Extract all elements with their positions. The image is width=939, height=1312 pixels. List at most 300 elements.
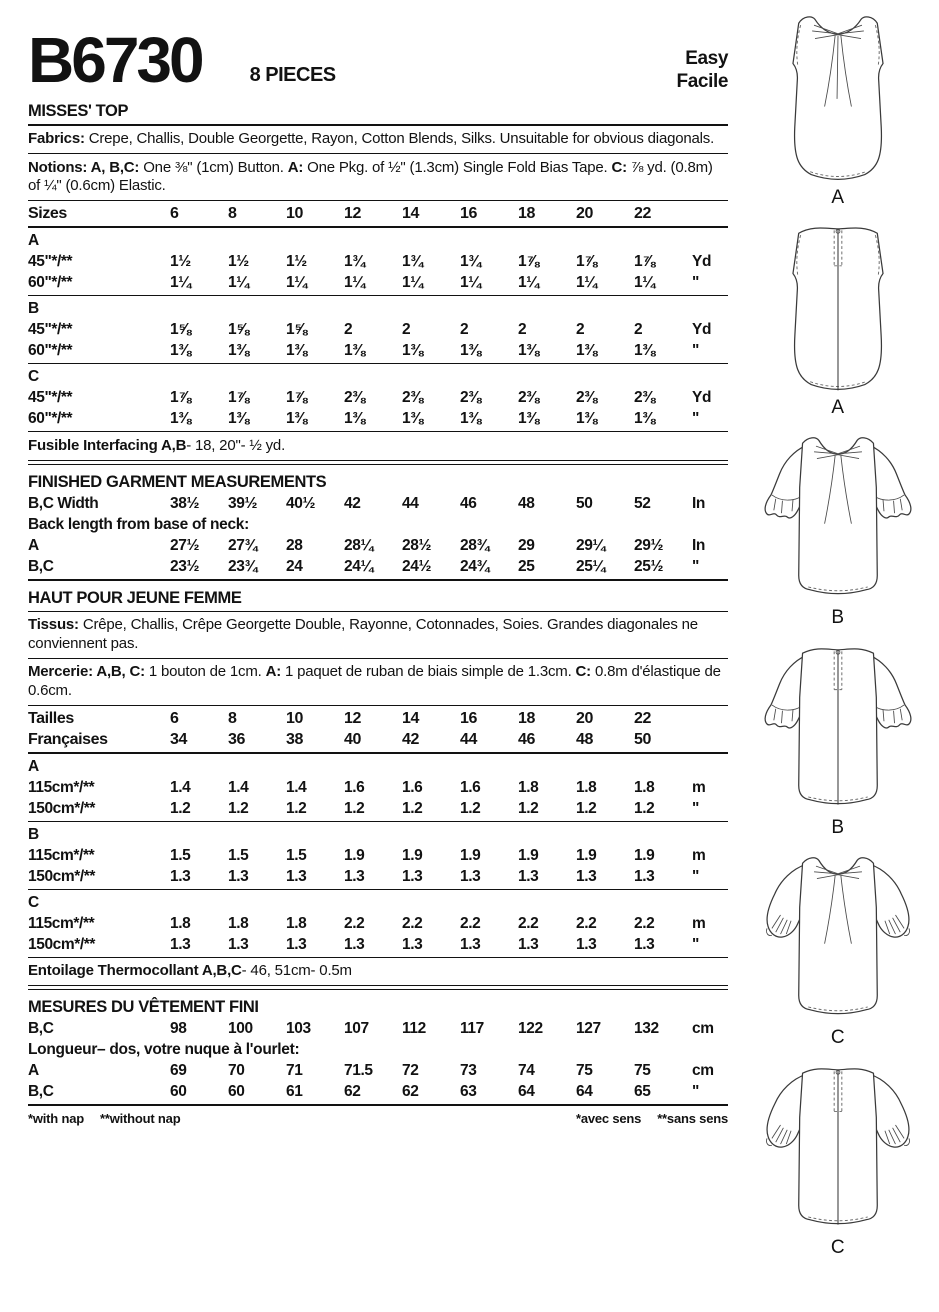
value-cell: 61 — [286, 1083, 303, 1101]
value-cell: 24½ — [402, 557, 431, 575]
text-plain: - 46, 51cm- 0.5m — [241, 962, 352, 980]
measurement-row — [28, 556, 728, 577]
mesures-width-row — [28, 1018, 728, 1039]
value-cell: 23¾ — [228, 557, 257, 575]
text-plain: Crepe, Challis, Double Georgette, Rayon, Cotton Blends, Silks. Unsuitable for obvious diagonals. — [88, 130, 715, 148]
divider — [28, 1104, 728, 1106]
value-cell: 1⅜ — [170, 410, 191, 428]
value-cell: 44 — [402, 494, 419, 512]
value-cell: 8 — [228, 205, 237, 223]
value-cell: 1.9 — [344, 846, 365, 864]
value-cell: 1.3 — [634, 867, 655, 885]
value-cell: 1.6 — [460, 778, 481, 796]
value-cell: 1⅜ — [286, 410, 307, 428]
value-cell: 122 — [518, 1020, 543, 1038]
value-cell: 63 — [460, 1083, 477, 1101]
text-strong: Fusible Interfacing A,B — [28, 436, 187, 454]
value-cell: 75 — [634, 1062, 651, 1080]
value-cell: 1.8 — [634, 778, 655, 796]
value-cell: 1.5 — [286, 846, 307, 864]
text-strong: Tissus: — [28, 616, 83, 634]
value-cell: 1.9 — [518, 846, 539, 864]
unit-cell: " — [692, 274, 699, 292]
value-cell: 24¼ — [344, 557, 373, 575]
text-plain: Crêpe, Challis, Crêpe Georgette Double, Rayonne, Cotonnades, Soies. Grandes diagonales ne conviennent pas. — [28, 616, 698, 652]
finished-measurements-heading: FINISHED GARMENT MEASUREMENTS — [28, 472, 327, 491]
sleeveless-top-front-drawing — [745, 6, 931, 188]
yardage-row — [28, 319, 728, 340]
title-french: HAUT POUR JEUNE FEMME — [28, 588, 242, 607]
unit-cell — [692, 729, 728, 750]
value-cell: 1⅞ — [286, 389, 307, 407]
value-cell: 1⅝ — [170, 321, 191, 339]
value-cell: 27½ — [170, 536, 199, 554]
value-cell: 64 — [518, 1083, 535, 1101]
value-cell: 23½ — [170, 557, 199, 575]
view-label: A — [831, 187, 845, 208]
entoilage-line — [28, 960, 728, 984]
value-cell: 1.8 — [170, 914, 191, 932]
value-cell: 74 — [518, 1062, 535, 1080]
mercerie-line — [28, 661, 728, 703]
value-cell: 40 — [344, 730, 361, 748]
value-cell: 132 — [634, 1020, 659, 1038]
unit-cell: In — [692, 536, 705, 554]
value-cell: 1⅜ — [518, 342, 539, 360]
flutter-sleeve-top-front-drawing — [745, 426, 931, 608]
value-cell: 42 — [344, 494, 361, 512]
value-cell: 1⅜ — [634, 342, 655, 360]
value-cell: 27¾ — [228, 536, 257, 554]
text-strong: C: — [611, 158, 631, 176]
unit-cell: " — [692, 342, 699, 360]
text-plain: 1 bouton de 1cm. — [148, 663, 266, 681]
value-cell: 2 — [460, 321, 469, 339]
value-cell: 12 — [344, 709, 361, 727]
text-strong: Entoilage Thermocollant A,B,C — [28, 962, 242, 980]
yardage-row — [28, 777, 728, 798]
value-cell: 1.3 — [344, 867, 365, 885]
value-cell: 28¼ — [344, 536, 373, 554]
value-cell: 24 — [286, 557, 303, 575]
view-label: B — [831, 607, 845, 628]
value-cell: 2⅜ — [634, 389, 655, 407]
view-letter: B — [28, 825, 39, 843]
value-cell: 1½ — [228, 253, 249, 271]
value-cell: 29 — [518, 536, 535, 554]
value-cell: 1⅝ — [228, 321, 249, 339]
view-letter-row — [28, 298, 728, 319]
pattern-number: B6730 — [28, 24, 202, 96]
value-cell: 70 — [228, 1062, 245, 1080]
unit-cell: " — [692, 410, 699, 428]
text-plain: ⅞ yd. (0.8m) of ¼" (0.6cm) Elastic. — [28, 158, 713, 195]
text-plain: One Pkg. of ½" (1.3cm) Single Fold Bias Tape. — [307, 158, 612, 176]
value-cell: 22 — [634, 205, 651, 223]
value-cell: 1.3 — [634, 935, 655, 953]
view-letter-row — [28, 756, 728, 777]
view-letter: C — [28, 368, 39, 386]
divider — [28, 431, 728, 432]
yardage-row — [28, 387, 728, 408]
yardage-row — [28, 340, 728, 361]
value-cell: 1.3 — [460, 867, 481, 885]
longueur-rows — [28, 1060, 728, 1102]
value-cell: 100 — [228, 1020, 253, 1038]
text-strong: A: — [265, 663, 285, 681]
yardage-row — [28, 272, 728, 293]
notions-line — [28, 156, 728, 198]
value-cell: 98 — [170, 1020, 187, 1038]
value-cell: 46 — [460, 494, 477, 512]
value-cell: 1¼ — [170, 274, 191, 292]
illustration-view-b-back — [745, 636, 931, 840]
value-cell: 1⅝ — [286, 321, 307, 339]
value-cell: 2.2 — [460, 914, 481, 932]
value-cell: 1¼ — [402, 274, 423, 292]
value-cell: 1.9 — [460, 846, 481, 864]
divider — [28, 295, 728, 296]
value-cell: 1¾ — [344, 253, 365, 271]
view-letter-row — [28, 366, 728, 387]
value-cell: 1⅜ — [576, 410, 597, 428]
value-cell: 1.2 — [518, 799, 539, 817]
value-cell: 1⅜ — [460, 410, 481, 428]
value-cell: 1.4 — [228, 778, 249, 796]
pieces-count: 8 PIECES — [249, 64, 336, 86]
value-cell: 39½ — [228, 494, 257, 512]
unit-cell: " — [692, 867, 699, 885]
view-letter-row — [28, 824, 728, 845]
interfacing-line — [28, 434, 728, 458]
divider — [28, 226, 728, 228]
value-cell: 1.3 — [518, 935, 539, 953]
value-cell: 28¾ — [460, 536, 489, 554]
value-cell: 1¼ — [518, 274, 539, 292]
illustration-view-c-back — [745, 1056, 931, 1260]
divider — [28, 153, 728, 154]
value-cell: 25 — [518, 557, 535, 575]
unit-cell: " — [692, 935, 699, 953]
value-cell: 38½ — [170, 494, 199, 512]
value-cell: 1.9 — [402, 846, 423, 864]
mesures-heading: MESURES DU VÊTEMENT FINI — [28, 998, 259, 1017]
title-english: MISSES' TOP — [28, 101, 129, 120]
value-cell: 1⅞ — [170, 389, 191, 407]
value-cell: 1¼ — [228, 274, 249, 292]
measurement-row — [28, 535, 728, 556]
unit-cell: m — [692, 914, 706, 932]
value-cell: 1⅜ — [344, 342, 365, 360]
value-cell: 1.4 — [170, 778, 191, 796]
value-cell: 1⅜ — [228, 410, 249, 428]
value-cell: 6 — [170, 205, 179, 223]
text-plain: - 18, 20"- ½ yd. — [186, 436, 286, 454]
value-cell: 71 — [286, 1062, 303, 1080]
puff-sleeve-top-front-drawing — [745, 846, 931, 1028]
value-cell: 2 — [344, 321, 353, 339]
value-cell: 25¼ — [576, 557, 605, 575]
value-cell: 1.3 — [576, 935, 597, 953]
value-cell: 1.9 — [576, 846, 597, 864]
value-cell: 18 — [518, 205, 535, 223]
value-cell: 1.8 — [286, 914, 307, 932]
unit-cell: cm — [692, 1020, 714, 1038]
difficulty-en: Easy — [685, 48, 728, 69]
yardage-table-imperial — [28, 230, 728, 432]
value-cell: 2⅜ — [344, 389, 365, 407]
yardage-row — [28, 251, 728, 272]
tailles-header-row — [28, 708, 728, 729]
view-letter-row — [28, 892, 728, 913]
value-cell: 69 — [170, 1062, 187, 1080]
value-cell: 2 — [518, 321, 527, 339]
finished-width-row — [28, 493, 728, 514]
yardage-row — [28, 798, 728, 819]
value-cell: 1.8 — [518, 778, 539, 796]
row-label: Sizes — [28, 205, 67, 223]
unit-cell: In — [692, 494, 705, 512]
value-cell: 1.2 — [576, 799, 597, 817]
value-cell: 117 — [460, 1020, 484, 1038]
value-cell: 112 — [402, 1020, 426, 1038]
value-cell: 1¼ — [344, 274, 365, 292]
divider — [28, 611, 728, 612]
footnotes — [28, 1111, 728, 1126]
value-cell: 1.2 — [634, 799, 655, 817]
divider — [28, 579, 728, 581]
row-label: 45"*/** — [28, 253, 73, 271]
value-cell: 2 — [402, 321, 411, 339]
value-cell: 1⅞ — [576, 253, 597, 271]
footnote-without-nap: **without nap — [99, 1111, 181, 1127]
row-label: 60"*/** — [28, 274, 73, 292]
value-cell: 42 — [402, 730, 419, 748]
unit-cell: cm — [692, 1062, 714, 1080]
value-cell: 2⅜ — [460, 389, 481, 407]
masthead — [28, 24, 728, 96]
value-cell: 1⅜ — [344, 410, 365, 428]
value-cell: 1.2 — [170, 799, 191, 817]
value-cell: 22 — [634, 709, 651, 727]
sleeveless-top-back-drawing — [745, 216, 931, 398]
value-cell: 28½ — [402, 536, 431, 554]
value-cell: 1.4 — [286, 778, 307, 796]
value-cell: 103 — [286, 1020, 311, 1038]
difficulty-rating — [677, 48, 728, 94]
value-cell: 1⅜ — [286, 342, 307, 360]
value-cell: 1⅞ — [228, 389, 249, 407]
value-cell: 1.3 — [228, 935, 249, 953]
garment-illustrations — [745, 6, 931, 1266]
value-cell: 1.2 — [402, 799, 423, 817]
unit-cell: Yd — [692, 253, 712, 271]
value-cell: 2⅜ — [402, 389, 423, 407]
unit-cell: Yd — [692, 389, 712, 407]
value-cell: 1¼ — [286, 274, 307, 292]
unit-cell: " — [692, 1083, 699, 1101]
value-cell: 29½ — [634, 536, 663, 554]
row-label: B,C — [28, 557, 54, 575]
longueur-heading: Longueur– dos, votre nuque à l'ourlet: — [28, 1041, 300, 1059]
view-letter: C — [28, 893, 39, 911]
footnote-sans-sens: **sans sens — [657, 1111, 728, 1127]
row-label: 115cm*/** — [28, 914, 95, 932]
divider-double — [28, 985, 728, 990]
value-cell: 44 — [460, 730, 477, 748]
value-cell: 28 — [286, 536, 303, 554]
value-cell: 1½ — [286, 253, 307, 271]
value-cell: 14 — [402, 709, 419, 727]
value-cell: 25½ — [634, 557, 663, 575]
text-strong: Notions: A, B,C: — [28, 158, 144, 176]
value-cell: 65 — [634, 1083, 651, 1101]
value-cell: 60 — [228, 1083, 245, 1101]
value-cell: 1.2 — [228, 799, 249, 817]
value-cell: 127 — [576, 1020, 601, 1038]
divider — [28, 889, 728, 890]
view-letter: A — [28, 757, 39, 775]
back-length-heading: Back length from base of neck: — [28, 515, 249, 533]
row-label: 60"*/** — [28, 342, 73, 360]
value-cell: 2.2 — [576, 914, 597, 932]
value-cell: 6 — [170, 709, 179, 727]
value-cell: 1.3 — [286, 935, 307, 953]
value-cell: 62 — [402, 1083, 419, 1101]
divider — [28, 957, 728, 958]
view-letter: A — [28, 232, 39, 250]
yardage-row — [28, 934, 728, 955]
value-cell: 1¾ — [402, 253, 423, 271]
view-label: A — [831, 397, 845, 418]
value-cell: 20 — [576, 709, 593, 727]
view-label: C — [830, 1027, 846, 1048]
value-cell: 34 — [170, 730, 187, 748]
value-cell: 60 — [170, 1083, 187, 1101]
yardage-row — [28, 913, 728, 934]
value-cell: 1⅜ — [228, 342, 249, 360]
value-cell: 2 — [634, 321, 643, 339]
value-cell: 10 — [286, 205, 303, 223]
value-cell: 1⅞ — [518, 253, 539, 271]
tissus-line — [28, 614, 728, 656]
view-label: C — [830, 1237, 846, 1258]
value-cell: 50 — [634, 730, 651, 748]
divider-double — [28, 460, 728, 465]
value-cell: 2⅜ — [518, 389, 539, 407]
illustration-view-a-front — [745, 6, 931, 210]
value-cell: 1.3 — [518, 867, 539, 885]
footnote-avec-sens: *avec sens — [575, 1111, 642, 1127]
value-cell: 52 — [634, 494, 651, 512]
value-cell: 50 — [576, 494, 593, 512]
row-label: B,C — [28, 1020, 54, 1038]
value-cell: 2.2 — [634, 914, 655, 932]
value-cell: 1.2 — [460, 799, 481, 817]
divider — [28, 752, 728, 754]
value-cell: 38 — [286, 730, 303, 748]
value-cell: 29¼ — [576, 536, 605, 554]
back-length-rows — [28, 535, 728, 577]
yardage-row — [28, 866, 728, 887]
value-cell: 1.3 — [576, 867, 597, 885]
unit-cell: Yd — [692, 321, 712, 339]
row-label: 60"*/** — [28, 410, 73, 428]
value-cell: 36 — [228, 730, 245, 748]
value-cell: 73 — [460, 1062, 477, 1080]
text-plain: 0.8m d'élastique de 0.6cm. — [28, 663, 721, 699]
value-cell: 10 — [286, 709, 303, 727]
value-cell: 16 — [460, 709, 477, 727]
text-strong: Mercerie: A,B, C: — [28, 663, 149, 681]
value-cell: 1.3 — [286, 867, 307, 885]
value-cell: 75 — [576, 1062, 593, 1080]
value-cell: 1.3 — [170, 935, 191, 953]
row-label: 150cm*/** — [28, 867, 96, 885]
text-plain: 1 paquet de ruban de biais simple de 1.3cm. — [284, 663, 576, 681]
value-cell: 2⅜ — [576, 389, 597, 407]
illustration-view-c-front — [745, 846, 931, 1050]
value-cell: 2.2 — [518, 914, 539, 932]
row-label: B,C — [28, 1083, 54, 1101]
text-strong: Fabrics: — [28, 130, 89, 148]
value-cell: 1.5 — [228, 846, 249, 864]
value-cell: 8 — [228, 709, 237, 727]
row-label: A — [28, 1062, 39, 1080]
value-cell: 1.6 — [402, 778, 423, 796]
footnote-with-nap: *with nap — [28, 1111, 84, 1127]
value-cell: 46 — [518, 730, 535, 748]
divider — [28, 200, 728, 201]
value-cell: 72 — [402, 1062, 419, 1080]
row-label: 45"*/** — [28, 389, 73, 407]
divider — [28, 124, 728, 126]
row-label: 150cm*/** — [28, 935, 96, 953]
value-cell: 1.8 — [576, 778, 597, 796]
difficulty-fr: Facile — [676, 70, 728, 92]
row-label: 150cm*/** — [28, 799, 96, 817]
value-cell: 1.6 — [344, 778, 365, 796]
unit-cell: " — [692, 799, 699, 817]
francaises-row — [28, 729, 728, 750]
row-label: Tailles — [28, 709, 74, 727]
divider — [28, 821, 728, 822]
value-cell: 1.2 — [286, 799, 307, 817]
divider — [28, 658, 728, 659]
value-cell: 1¼ — [460, 274, 481, 292]
value-cell: 48 — [576, 730, 593, 748]
row-label: 115cm*/** — [28, 778, 95, 796]
value-cell: 1⅞ — [634, 253, 655, 271]
text-strong: A: — [287, 158, 308, 176]
value-cell: 1.3 — [228, 867, 249, 885]
value-cell: 2 — [576, 321, 585, 339]
value-cell: 1⅜ — [170, 342, 191, 360]
unit-cell: m — [692, 778, 706, 796]
value-cell: 1⅜ — [402, 342, 423, 360]
value-cell: 24¾ — [460, 557, 489, 575]
value-cell: 1⅜ — [634, 410, 655, 428]
value-cell: 71.5 — [344, 1062, 373, 1080]
unit-cell — [692, 203, 728, 224]
divider — [28, 363, 728, 364]
yardage-row — [28, 408, 728, 429]
unit-cell — [692, 708, 728, 729]
row-label: 115cm*/** — [28, 846, 95, 864]
text-strong: C: — [575, 663, 595, 681]
value-cell: 2.2 — [344, 914, 365, 932]
fabrics-line — [28, 128, 728, 152]
